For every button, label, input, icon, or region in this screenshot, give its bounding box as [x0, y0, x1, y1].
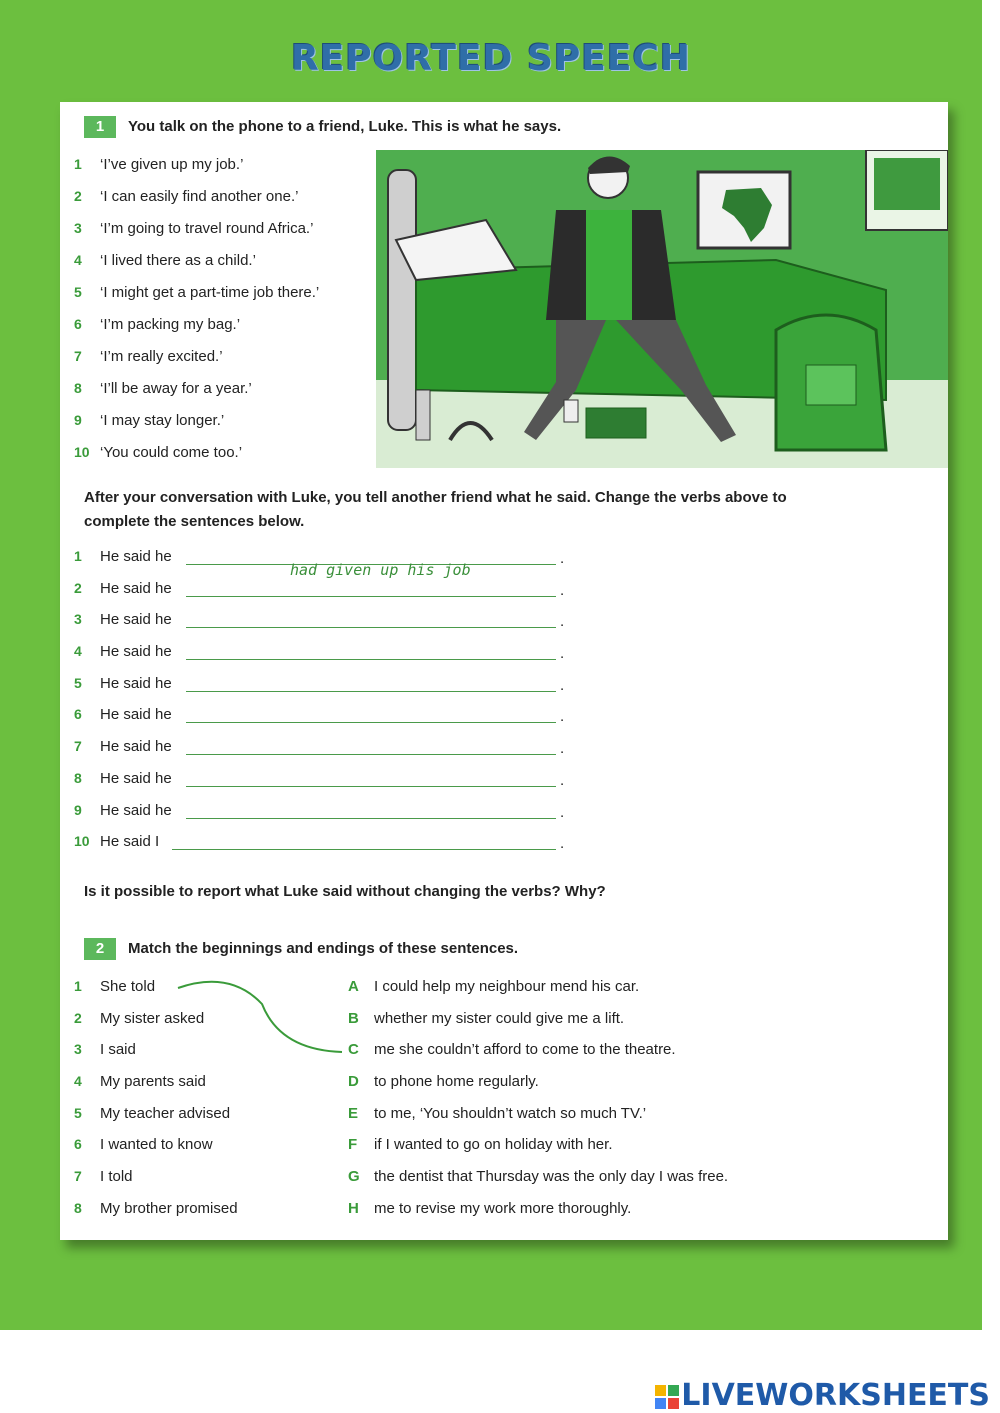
item-number: 5 — [74, 674, 82, 691]
item-number: 10 — [74, 833, 90, 850]
list-item[interactable] — [348, 1041, 728, 1073]
list-item — [74, 579, 565, 612]
answer-field[interactable] — [172, 849, 556, 850]
item-number: 6 — [74, 316, 82, 332]
section1-heading — [84, 116, 561, 138]
item-number: 7 — [74, 348, 82, 364]
section2-number: 2 — [84, 938, 116, 960]
list-item — [74, 548, 565, 580]
list-item — [74, 442, 319, 474]
backpack-pocket — [806, 365, 856, 405]
item-number: 1 — [74, 978, 82, 994]
list-item — [74, 674, 565, 707]
liveworksheets-logo[interactable] — [655, 1378, 990, 1413]
answer-field[interactable] — [186, 754, 556, 755]
books — [586, 408, 646, 438]
ending-text: me she couldn’t afford to come to the theatre. — [374, 1041, 676, 1059]
list-item — [74, 250, 319, 282]
list-item — [74, 314, 319, 346]
list-item — [74, 378, 319, 410]
item-number: 5 — [74, 284, 82, 300]
answer-field[interactable] — [186, 561, 556, 579]
list-item — [74, 769, 565, 802]
item-number: 3 — [74, 1041, 82, 1058]
phone-device — [564, 400, 578, 422]
item-number: 7 — [74, 1168, 82, 1185]
item-number: 8 — [74, 380, 82, 396]
list-item — [74, 218, 319, 250]
answer-field[interactable] — [186, 722, 556, 723]
full-stop: . — [560, 645, 565, 663]
full-stop: . — [560, 613, 565, 631]
list-item[interactable] — [348, 1010, 728, 1042]
quote-text: ‘I’m going to travel round Africa.’ — [100, 220, 314, 237]
answer-prefix: He said he — [100, 579, 172, 597]
list-item — [74, 738, 565, 770]
quote-text: ‘I’ll be away for a year.’ — [100, 380, 252, 397]
worksheet-sheet — [60, 102, 948, 1240]
quote-text: ‘I may stay longer.’ — [100, 412, 225, 429]
beginning-text: She told — [100, 978, 156, 995]
item-number: 6 — [74, 1136, 82, 1153]
answer-prefix: He said he — [100, 611, 172, 629]
item-number: 2 — [74, 1009, 82, 1026]
list-item[interactable] — [348, 1073, 728, 1105]
person-shirt — [586, 210, 632, 320]
item-number: 1 — [74, 548, 82, 564]
answer-prefix: He said he — [100, 548, 172, 565]
full-stop: . — [560, 740, 565, 758]
match-line-1-c[interactable] — [170, 974, 350, 1064]
section1-question: Is it possible to report what Luke said without changing the verbs? Why? — [84, 883, 606, 900]
item-number: 6 — [74, 706, 82, 723]
liveworksheets-logo-icon — [655, 1385, 679, 1409]
beginning-text: I wanted to know — [100, 1136, 213, 1154]
full-stop: . — [560, 803, 565, 821]
answer-list — [74, 548, 565, 865]
list-item — [74, 643, 565, 675]
ending-text: I could help my neighbour mend his car. — [374, 978, 640, 995]
quote-text: ‘You could come too.’ — [100, 444, 243, 461]
section1-heading-text: You talk on the phone to a friend, Luke. This is what he says. — [128, 118, 562, 135]
ending-text: the dentist that Thursday was the only day I was free. — [374, 1168, 729, 1186]
answer-prefix: He said he — [100, 643, 172, 661]
list-item[interactable] — [74, 1073, 238, 1105]
item-letter: F — [348, 1136, 358, 1154]
answer-field[interactable] — [186, 627, 556, 628]
item-number: 10 — [74, 444, 90, 460]
beginning-text: I told — [100, 1168, 133, 1186]
list-item[interactable] — [74, 1136, 238, 1168]
item-number: 9 — [74, 412, 82, 428]
list-item — [74, 833, 565, 865]
item-number: 3 — [74, 220, 82, 236]
item-number: 4 — [74, 1073, 82, 1090]
quote-list — [74, 154, 319, 474]
list-item[interactable] — [348, 1105, 728, 1137]
window-blind — [874, 158, 940, 210]
full-stop: . — [560, 708, 565, 726]
list-item — [74, 410, 319, 442]
full-stop: . — [560, 835, 565, 853]
item-number: 7 — [74, 738, 82, 755]
worksheet-title: REPORTED SPEECH — [290, 38, 691, 79]
list-item[interactable] — [74, 1168, 238, 1200]
answer-prefix: He said he — [100, 706, 172, 724]
item-number: 2 — [74, 579, 82, 596]
answer-field[interactable] — [186, 818, 556, 819]
list-item — [74, 154, 319, 186]
list-item — [74, 346, 319, 378]
full-stop: . — [560, 550, 565, 567]
item-number: 4 — [74, 643, 82, 660]
item-number: 1 — [74, 156, 82, 172]
beginning-text: My sister asked — [100, 1009, 205, 1027]
list-item[interactable] — [348, 1136, 728, 1168]
list-item — [74, 611, 565, 643]
list-item[interactable] — [348, 1200, 728, 1232]
bed-headboard — [388, 170, 416, 430]
item-letter: B — [348, 1009, 359, 1027]
item-number: 4 — [74, 252, 82, 268]
ending-text: if I wanted to go on holiday with her. — [374, 1136, 613, 1154]
ending-text: whether my sister could give me a lift. — [374, 1009, 625, 1027]
quote-text: ‘I’m really excited.’ — [100, 348, 223, 365]
list-item — [74, 186, 319, 218]
answer-prefix: He said he — [100, 769, 172, 787]
item-letter: G — [348, 1168, 360, 1186]
section1-number: 1 — [84, 116, 116, 138]
list-item — [74, 801, 565, 834]
item-letter: E — [348, 1104, 359, 1122]
item-number: 3 — [74, 611, 82, 628]
item-number: 8 — [74, 769, 82, 786]
list-item[interactable] — [348, 1168, 728, 1200]
ending-text: to me, ‘You shouldn’t watch so much TV.’ — [374, 1104, 647, 1122]
beginning-text: My brother promised — [100, 1199, 238, 1217]
full-stop: . — [560, 771, 565, 789]
bed-leg — [416, 390, 430, 440]
list-item — [74, 706, 565, 738]
full-stop: . — [560, 676, 565, 694]
item-letter: D — [348, 1073, 359, 1091]
quote-text: ‘I might get a part-time job there.’ — [100, 284, 320, 301]
answer-field[interactable] — [186, 596, 556, 597]
full-stop: . — [560, 581, 565, 599]
list-item[interactable] — [74, 1105, 238, 1137]
item-number: 2 — [74, 188, 82, 204]
bedroom-illustration — [376, 150, 948, 468]
list-item — [74, 282, 319, 314]
list-item[interactable] — [348, 978, 728, 1010]
section2-heading — [84, 938, 518, 960]
item-letter: H — [348, 1199, 359, 1217]
quote-text: ‘I’m packing my bag.’ — [100, 316, 241, 333]
beginning-text: I said — [100, 1041, 136, 1059]
endings-list — [348, 978, 728, 1232]
item-number: 8 — [74, 1199, 82, 1216]
answer-field[interactable] — [186, 659, 556, 660]
item-letter: A — [348, 978, 359, 995]
answer-prefix: He said I — [100, 833, 160, 851]
item-letter: C — [348, 1041, 359, 1059]
answer-field[interactable] — [186, 786, 556, 787]
quote-text: ‘I’ve given up my job.’ — [100, 156, 244, 173]
item-number: 9 — [74, 801, 82, 818]
answer-field[interactable] — [186, 691, 556, 692]
ending-text: to phone home regularly. — [374, 1073, 539, 1091]
answer-text: had given up his job — [290, 561, 471, 579]
item-number: 5 — [74, 1104, 82, 1121]
quote-text: ‘I can easily find another one.’ — [100, 188, 299, 205]
answer-prefix: He said he — [100, 738, 172, 756]
section2-heading-text: Match the beginnings and endings of these sentences. — [128, 940, 519, 957]
beginning-text: My teacher advised — [100, 1104, 231, 1122]
liveworksheets-brand-text: LIVEWORKSHEETS — [681, 1378, 990, 1413]
beginning-text: My parents said — [100, 1073, 206, 1091]
ending-text: me to revise my work more thoroughly. — [374, 1199, 632, 1217]
answer-prefix: He said he — [100, 674, 172, 692]
section1-instruction: After your conversation with Luke, you tell another friend what he said. Change the verbs above to complete the sentences below. — [84, 489, 787, 530]
answer-prefix: He said he — [100, 801, 172, 819]
list-item[interactable] — [74, 1200, 238, 1232]
quote-text: ‘I lived there as a child.’ — [100, 252, 256, 269]
